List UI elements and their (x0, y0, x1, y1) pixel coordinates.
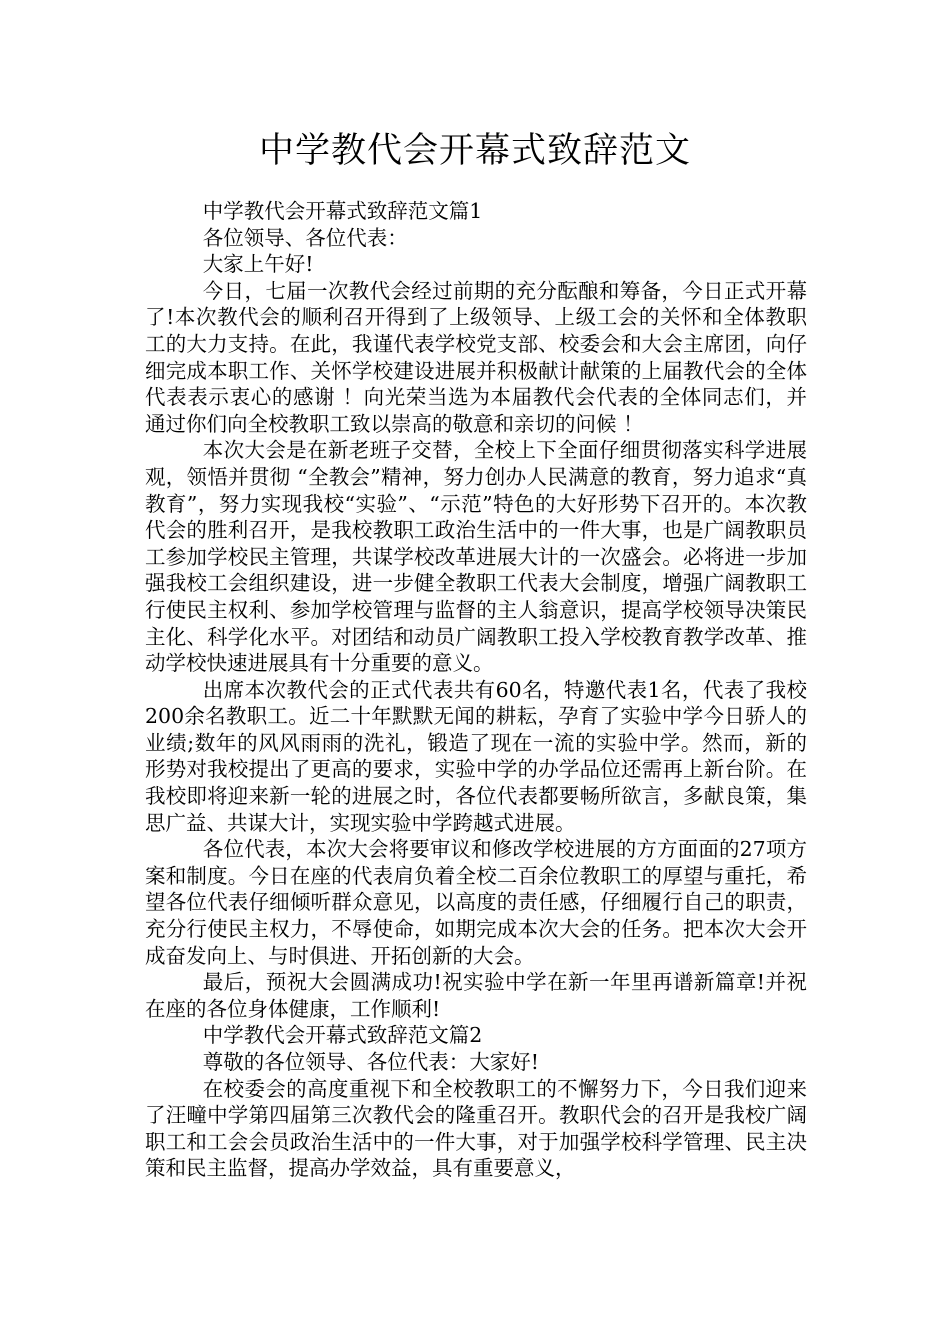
body-paragraph: 各位代表，本次大会将要审议和修改学校进展的方方面面的27项方案和制度。今日在座的代表肩负着全校二百余位教职工的厚望与重托，希望各位代表仔细倾听群众意见，以高度的责任感，仔细履行自己的职责，充分行使民主权力，不辱使命，如期完成本次大会的任务。把本次大会开成奋发向上、与时俱进、开拓创新的大会。 (145, 837, 807, 968)
section-heading-1: 中学教代会开幕式致辞范文篇1 (202, 199, 483, 223)
body-paragraph: 本次大会是在新老班子交替，全校上下全面仔细贯彻落实科学进展观，领悟并贯彻 “全教会”精神，努力创办人民满意的教育，努力追求“真教育”，努力实现我校“实验”、“示范”特色的大好形势下召开的。本次教代会的胜利召开，是我校教职工政治生活中的一件大事，也是广阔教职员工参加学校民主管理，共谋学校改革进展大计的一次盛会。必将进一步加强我校工会组织建设，进一步健全教职工代表大会制度，增强广阔教职工行使民主权利、参加学校管理与监督的主人翁意识，提高学校领导决策民主化、科学化水平。对团结和动员广阔教职工投入学校教育教学改革、推动学校快速进展具有十分重要的意义。 (145, 438, 807, 676)
section-heading-2: 中学教代会开幕式致辞范文篇2 (202, 1023, 483, 1048)
salutation-2: 尊敬的各位领导、各位代表：大家好! (202, 1050, 540, 1074)
body-paragraph: 在校委会的高度重视下和全校教职工的不懈努力下，今日我们迎来了汪疃中学第四届第三次教代会的隆重召开。教职代会的召开是我校广阔职工和工会会员政治生活中的一件大事，对于加强学校科学管理、民主决策和民主监督，提高办学效益，具有重要意义， (145, 1076, 807, 1181)
salutation: 各位领导、各位代表： (202, 225, 408, 250)
closing-paragraph: 最后，预祝大会圆满成功!祝实验中学在新一年里再谱新篇章!并祝在座的各位身体健康，工作顺利! (145, 970, 807, 1021)
body-paragraph: 今日，七届一次教代会经过前期的充分酝酿和筹备，今日正式开幕了!本次教代会的顺利召开得到了上级领导、上级工会的关怀和全体教职工的大力支持。在此，我谨代表学校党支部、校委会和大会主席团，向仔细完成本职工作、关怀学校建设进展并积极献计献策的上届教代会的全体代表表示衷心的感谢 ！向光荣当选为本届教代会代表的全体同志们，并通过你们向全校教职工致以崇高的敬意和亲切的问候 ！ (145, 278, 807, 436)
greeting: 大家上午好! (202, 252, 314, 277)
body-paragraph: 出席本次教代会的正式代表共有60名，特邀代表1名，代表了我校200余名教职工。近二十年默默无闻的耕耘，孕育了实验中学今日骄人的业绩;数年的风风雨雨的洗礼，锻造了现在一流的实验中学。然而，新的形势对我校提出了更高的要求，实验中学的办学品位还需再上新台阶。在我校即将迎来新一轮的进展之时，各位代表都要畅所欲言，多献良策，集思广益、共谋大计，实现实验中学跨越式进展。 (145, 677, 807, 835)
document-title: 中学教代会开幕式致辞范文 (258, 131, 691, 171)
document-body (145, 198, 807, 1182)
